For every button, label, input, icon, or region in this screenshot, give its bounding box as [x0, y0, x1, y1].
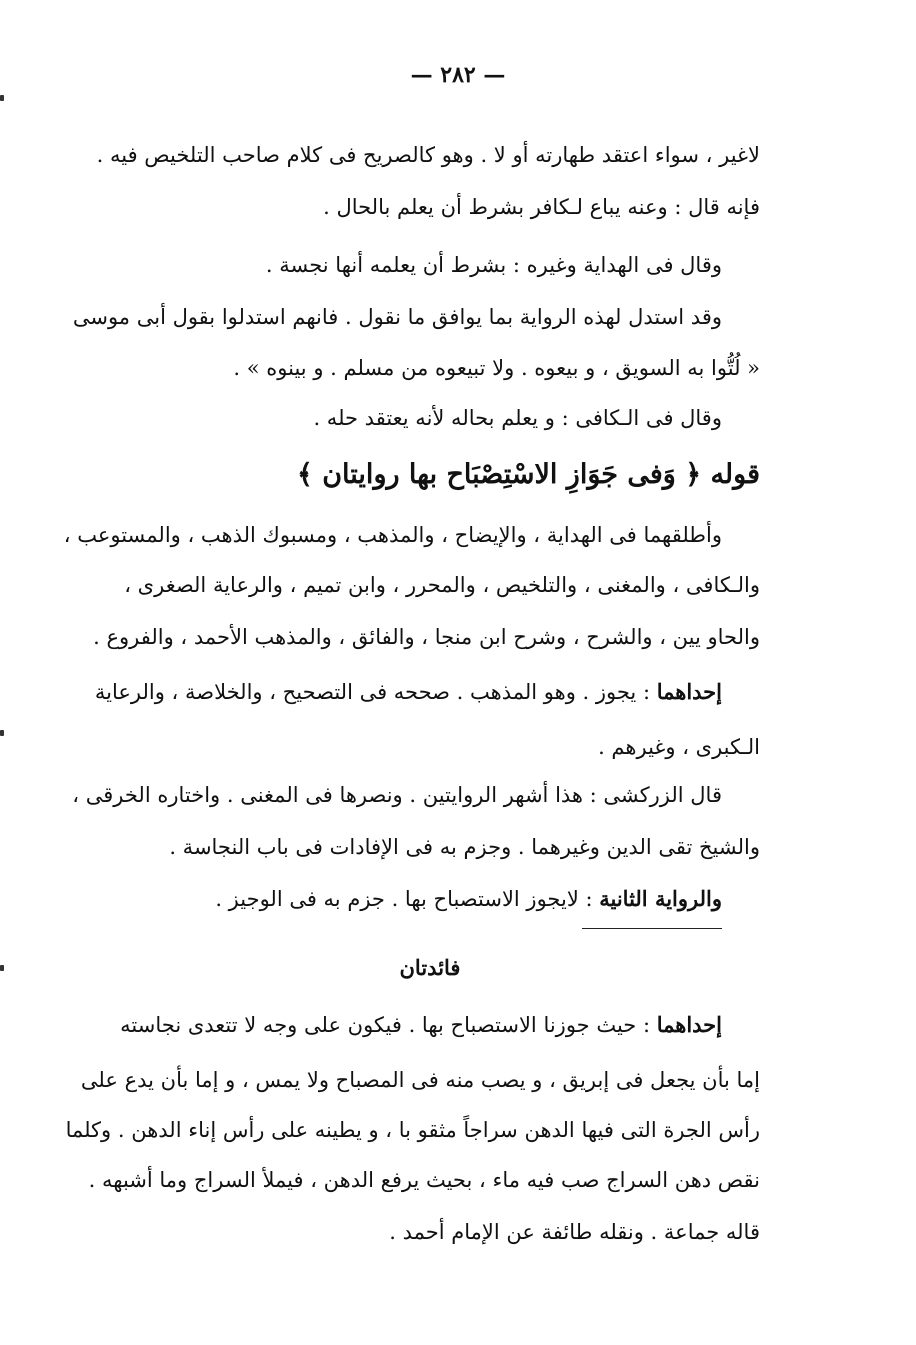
text-line: رأس الجرة التى فيها الدهن سراجاً مثقو با ، و يطينه على رأس إناء الدهن . وكلما	[65, 1118, 760, 1142]
text-line: إما بأن يجعل فى إبريق ، و يصب منه فى المصباح ولا يمس ، و إما بأن يدع على	[80, 1068, 760, 1092]
text-line: والحاو يين ، والشرح ، وشرح ابن منجا ، والفائق ، والمذهب الأحمد ، والفروع .	[93, 625, 760, 649]
text-line: وقد استدل لهذه الرواية بما يوافق ما نقول . فانهم استدلوا بقول أبى موسى	[72, 305, 722, 329]
text-line: وقال فى الهداية وغيره : بشرط أن يعلمه أنها نجسة .	[265, 253, 722, 277]
text-line	[120, 1010, 722, 1040]
text-run: : يجوز . وهو المذهب . صححه فى التصحيح ، والخلاصة ، والرعاية	[94, 680, 657, 704]
text-line: الـكبرى ، وغيرهم .	[598, 735, 760, 759]
text-line: والـكافى ، والمغنى ، والتلخيص ، والمحرر ، وابن تميم ، والرعاية الصغرى ،	[124, 573, 760, 597]
text-run: : لايجوز الاستصباح بها . جزم به فى الوجيز .	[215, 887, 600, 911]
text-line: لاغير ، سواء اعتقد طهارته أو لا . وهو كالصريح فى كلام صاحب التلخيص فيه .	[96, 143, 760, 167]
text-line: قاله جماعة . ونقله طائفة عن الإمام أحمد .	[389, 1220, 760, 1244]
keyword-bold: والرواية الثانية	[599, 886, 722, 911]
section-heading: قوله ﴿ وَفى جَوَازِ الاسْتِصْبَاح بها روايتان ﴾	[297, 459, 760, 490]
text-line: « لُتُّوا به السويق ، و بيعوه . ولا تبيعوه من مسلم . و بينوه » .	[233, 356, 760, 380]
page-number: — ٢٨٢ —	[410, 62, 506, 88]
text-line: قال الزركشى : هذا أشهر الروايتين . ونصرها فى المغنى . واختاره الخرقى ،	[72, 783, 722, 807]
text-line: والشيخ تقى الدين وغيرهما . وجزم به فى الإفادات فى باب النجاسة .	[169, 835, 760, 859]
text-line: وأطلقهما فى الهداية ، والإيضاح ، والمذهب ، ومسبوك الذهب ، والمستوعب ،	[63, 523, 722, 547]
underline-rule	[582, 928, 722, 929]
text-line: وقال فى الـكافى : و يعلم بحاله لأنه يعتقد حله .	[313, 406, 722, 430]
text-line	[95, 677, 722, 707]
margin-mark	[0, 965, 4, 971]
keyword-bold: إحداهما	[656, 1012, 722, 1037]
text-run: : حيث جوزنا الاستصباح بها . فيكون على وجه لا تتعدى نجاسته	[120, 1013, 657, 1037]
text-line: نقص دهن السراج صب فيه ماء ، بحيث يرفع الدهن ، فيملأ السراج وما أشبهه .	[88, 1168, 760, 1192]
margin-mark	[0, 730, 4, 736]
text-line	[215, 884, 722, 914]
margin-mark	[0, 95, 4, 101]
keyword-bold: إحداهما	[656, 679, 722, 704]
subheading: فائدتان	[399, 955, 461, 980]
text-line: فإنه قال : وعنه يباع لـكافر بشرط أن يعلم بالحال .	[323, 195, 760, 219]
